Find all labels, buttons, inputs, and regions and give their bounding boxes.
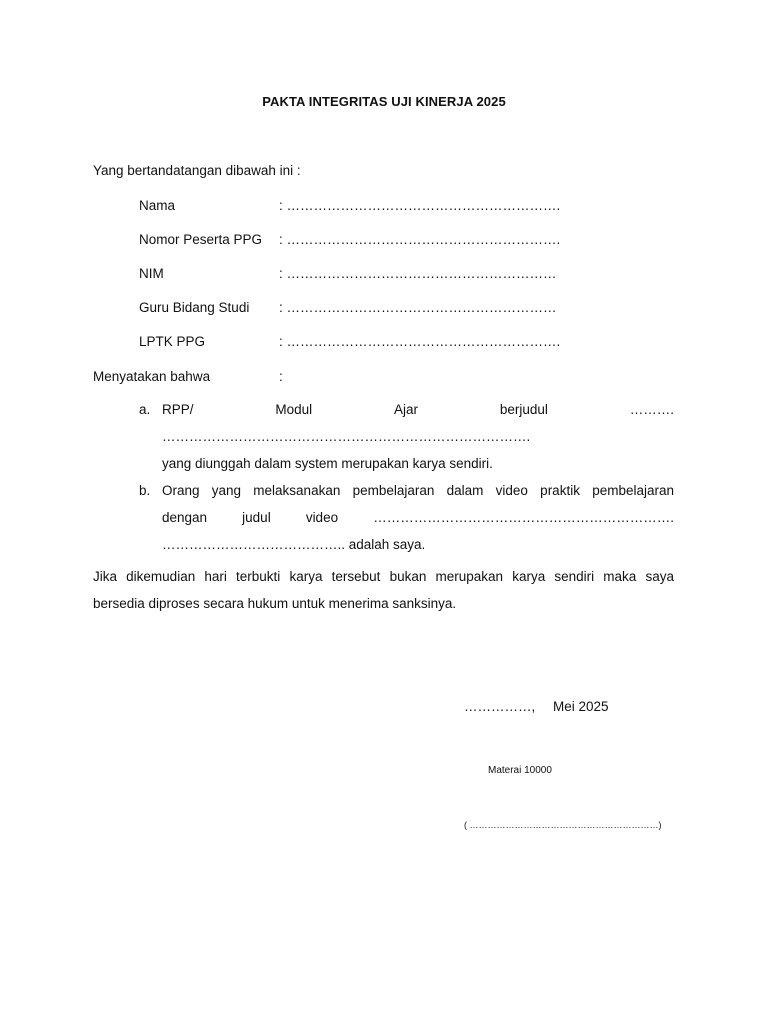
signature-name-line: ( ………………………………………………………)	[464, 820, 662, 830]
field-value: : …………………………………………………….	[279, 198, 561, 213]
field-value: : ……………………………………………………	[279, 300, 557, 315]
item-b-word: judul	[242, 510, 271, 525]
field-value: : …………………………………………………….	[279, 232, 561, 247]
item-b-marker: b.	[139, 483, 151, 498]
item-b-line3: ………………………………….. adalah saya.	[162, 537, 426, 552]
item-b-line2	[162, 510, 674, 525]
item-a-word: berjudul	[499, 402, 548, 417]
item-a-word: ……….	[629, 402, 674, 417]
document-title: PAKTA INTEGRITAS UJI KINERJA 2025	[262, 94, 506, 109]
field-label: LPTK PPG	[139, 334, 206, 349]
item-a-line1	[162, 402, 674, 417]
field-value: : ……………………………………………………	[279, 266, 557, 281]
closing-line2: bersedia diproses secara hukum untuk menerima sanksinya.	[93, 596, 457, 611]
signature-date: Mei 2025	[553, 699, 609, 714]
item-b-word: video	[305, 510, 339, 525]
item-a-marker: a.	[139, 402, 151, 417]
declaration-label: Menyatakan bahwa	[93, 369, 211, 384]
field-value: : …………………………………………………….	[279, 334, 561, 349]
item-a-word: Modul	[275, 402, 313, 417]
item-a-line3: yang diunggah dalam system merupakan karya sendiri.	[162, 456, 493, 471]
field-label: Nomor Peserta PPG	[139, 232, 263, 247]
field-label: Nama	[139, 198, 176, 213]
item-a-line2: ……………………………………………………………………….	[162, 429, 531, 444]
item-a-word: Ajar	[393, 402, 418, 417]
item-a-word: RPP/	[162, 402, 194, 417]
item-b-word: ………………………………………………………….	[373, 510, 674, 525]
field-label: NIM	[139, 266, 164, 281]
item-b-line1: Orang yang melaksanakan pembelajaran dalam video praktik pembelajaran	[162, 483, 674, 498]
intro-text: Yang bertandatangan dibawah ini :	[93, 163, 301, 178]
closing-line1: Jika dikemudian hari terbukti karya tersebut bukan merupakan karya sendiri maka saya	[93, 569, 674, 584]
signature-place: ……………,	[464, 699, 536, 714]
item-b-word: dengan	[162, 510, 208, 525]
field-label: Guru Bidang Studi	[139, 300, 250, 315]
declaration-colon: :	[279, 369, 283, 384]
materai-label: Materai 10000	[488, 765, 552, 776]
